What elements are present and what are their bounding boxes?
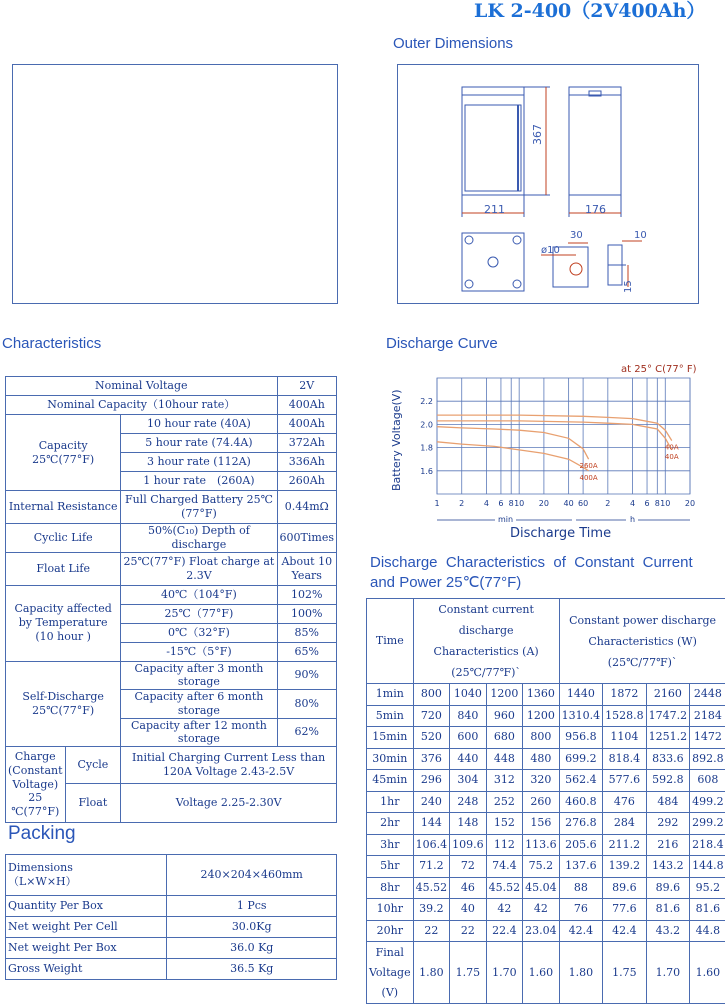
time-header: Time [367,599,414,684]
x-tick-label-h: 6 [644,499,649,508]
power-cell: 205.6 [559,834,603,856]
power-cell: 143.2 [646,856,690,878]
final-voltage-cell: 1.70 [646,942,690,1004]
power-cell: 2160 [646,684,690,706]
time-cell: 5min [367,705,414,727]
current-cell: 448 [486,748,523,770]
nominal-capacity-label: Nominal Capacity（10hour rate） [6,396,278,415]
power-cell: 956.8 [559,727,603,749]
self-discharge-label [6,661,121,747]
current-cell: 376 [413,748,450,770]
self-discharge-period: Capacity after 3 month storage [121,661,277,690]
float-life-label: Float Life [6,552,121,585]
power-cell: 299.2 [690,813,725,835]
current-cell: 440 [450,748,487,770]
current-cell: 152 [486,813,523,835]
current-cell: 296 [413,770,450,792]
power-cell: 218.4 [690,834,725,856]
y-tick-label: 1.6 [420,467,433,476]
time-cell: 20hr [367,920,414,942]
power-cell: 1104 [603,727,647,749]
discharge-curve-heading: Discharge Curve [386,335,498,352]
discharge-table-row [367,748,725,770]
x-tick-label-min: 10 [514,499,524,508]
current-cell: 260 [523,791,560,813]
packing-value: 36.5 Kg [167,959,337,980]
packing-value: 1 Pcs [167,896,337,917]
x-tick-label-min: 8 [509,499,514,508]
temperature-value: 85% [277,623,336,642]
x-tick-label-min: 1 [434,499,439,508]
characteristics-heading: Characteristics [2,335,101,352]
self-discharge-value: 62% [277,718,336,747]
power-cell: 1310.4 [559,705,603,727]
temperature-label: Capacity affected by Temperature (10 hour ) [6,585,121,661]
current-cell: 112 [486,834,523,856]
current-cell: 75.2 [523,856,560,878]
current-cell: 480 [523,748,560,770]
current-cell: 23.04 [523,920,560,942]
capacity-value: 336Ah [277,453,336,472]
current-cell: 800 [523,727,560,749]
current-cell: 40 [450,899,487,921]
discharge-table-row [367,791,725,813]
current-cell: 800 [413,684,450,706]
discharge-table-row [367,920,725,942]
dimension-drawing [398,65,698,303]
packing-label: Gross Weight [6,959,167,980]
cyclic-life-condition: 50%(C₁₀) Depth of discharge [121,524,277,553]
current-header-line: (25℃/77℉)` [416,662,557,683]
discharge-table-row [367,770,725,792]
x-tick-label-min: 40 [564,499,574,508]
outer-dimensions-box [397,64,699,304]
x-tick-label-min: 4 [484,499,489,508]
current-cell: 680 [486,727,523,749]
packing-label: Dimensions （L×W×H） [6,855,167,896]
terminal-10-dim: 10 [634,230,647,241]
current-cell: 720 [413,705,450,727]
y-tick-label: 1.8 [420,444,433,453]
time-cell: 45min [367,770,414,792]
current-cell: 1360 [523,684,560,706]
power-cell: 42.4 [559,920,603,942]
power-cell: 1528.8 [603,705,647,727]
current-cell: 240 [413,791,450,813]
internal-resistance-label: Internal Resistance [6,491,121,524]
discharge-table-row [367,856,725,878]
x-tick-label-min: 20 [539,499,549,508]
cyclic-life-value: 600Times [277,524,336,553]
discharge-table [366,598,725,1004]
internal-resistance-value: 0.44mΩ [277,491,336,524]
current-cell: 248 [450,791,487,813]
packing-heading: Packing [8,823,76,845]
current-cell: 144 [413,813,450,835]
current-cell: 320 [523,770,560,792]
discharge-table-heading [370,553,718,593]
power-cell: 76 [559,899,603,921]
current-header-line: Constant current discharge [416,599,557,641]
power-cell: 144.8 [690,856,725,878]
final-voltage-cell: 1.80 [413,942,450,1004]
temperature-condition: 40℃（104°F) [121,585,277,604]
power-cell: 592.8 [646,770,690,792]
power-cell: 2448 [690,684,725,706]
packing-label: Net weight Per Cell [6,917,167,938]
current-cell: 46 [450,877,487,899]
time-cell: 2hr [367,813,414,835]
current-cell: 304 [450,770,487,792]
capacity-value: 372Ah [277,434,336,453]
current-cell: 312 [486,770,523,792]
power-cell: 1472 [690,727,725,749]
x-axis-label: Discharge Time [510,526,611,541]
capacity-value: 400Ah [277,415,336,434]
final-voltage-cell: 1.60 [523,942,560,1004]
final-voltage-cell: 1.80 [559,942,603,1004]
power-cell: 216 [646,834,690,856]
current-cell: 106.4 [413,834,450,856]
series-label: 260A [580,462,598,470]
charge-float-label: Float [65,784,121,823]
power-cell: 476 [603,791,647,813]
discharge-table-row [367,813,725,835]
time-cell: 1min [367,684,414,706]
x-tick-label-min: 6 [498,499,503,508]
current-cell: 1200 [486,684,523,706]
current-cell: 42 [523,899,560,921]
self-discharge-value: 80% [277,690,336,719]
power-header-line: Characteristics (W) [562,631,724,652]
series-line [437,442,589,471]
current-cell: 74.4 [486,856,523,878]
power-cell: 818.4 [603,748,647,770]
power-header [559,599,725,684]
power-cell: 81.6 [646,899,690,921]
discharge-table-row [367,899,725,921]
series-label: 40A [665,453,679,461]
capacity-label [6,415,121,491]
time-cell: 10hr [367,899,414,921]
self-discharge-line2: 25℃(77°F) [32,704,94,717]
x-tick-label-h: 8 [655,499,660,508]
current-cell: 600 [450,727,487,749]
current-cell: 252 [486,791,523,813]
x-tick-label-h: 4 [630,499,635,508]
float-life-value: About 10 Years [277,552,336,585]
packing-value: 240×204×460mm [167,855,337,896]
power-cell: 42.4 [603,920,647,942]
power-cell: 139.2 [603,856,647,878]
power-cell: 484 [646,791,690,813]
series-label: 40A [665,444,679,452]
discharge-table-row [367,834,725,856]
final-voltage-cell: 1.75 [450,942,487,1004]
power-cell: 1251.2 [646,727,690,749]
final-voltage-cell: 1.70 [486,942,523,1004]
power-cell: 608 [690,770,725,792]
capacity-label-line2: 25℃(77°F) [32,453,94,466]
current-cell: 22 [450,920,487,942]
capacity-rate: 1 hour rate (260A) [121,472,277,491]
time-cell: 3hr [367,834,414,856]
current-cell: 113.6 [523,834,560,856]
charge-label: Charge (Constant Voltage) 25 ℃(77°F) [6,747,66,823]
y-tick-label: 2.0 [420,420,433,429]
float-life-condition: 25℃(77°F) Float charge at 2.3V [121,552,277,585]
power-cell: 43.2 [646,920,690,942]
terminal-30-dim: 30 [570,230,583,241]
current-cell: 22.4 [486,920,523,942]
packing-value: 30.0Kg [167,917,337,938]
min-label: min [498,515,513,524]
power-cell: 89.6 [603,877,647,899]
self-discharge-period: Capacity after 6 month storage [121,690,277,719]
terminal-diameter-dim: ø10 [541,245,560,256]
power-cell: 460.8 [559,791,603,813]
power-cell: 562.4 [559,770,603,792]
power-header-line: (25℃/77℉)` [562,652,724,673]
current-header [413,599,559,684]
x-tick-label-h: 20 [685,499,695,508]
depth-dim: 176 [585,203,606,216]
current-cell: 45.52 [486,877,523,899]
front-view [462,87,524,195]
current-cell: 960 [486,705,523,727]
final-voltage-cell: 1.75 [603,942,647,1004]
discharge-table-heading-line1: Discharge Characteristics of Constant Current [370,553,718,573]
capacity-rate: 5 hour rate (74.4A) [121,434,277,453]
internal-resistance-condition: Full Charged Battery 25℃ (77°F) [121,491,277,524]
discharge-table-heading-line2: and Power 25℃(77°F) [370,573,718,593]
packing-label: Quantity Per Box [6,896,167,917]
power-cell: 1872 [603,684,647,706]
power-cell: 499.2 [690,791,725,813]
nominal-capacity-value: 400Ah [277,396,336,415]
current-cell: 156 [523,813,560,835]
current-cell: 71.2 [413,856,450,878]
top-view [462,233,524,291]
packing-table [5,854,337,980]
power-cell: 1747.2 [646,705,690,727]
current-cell: 42 [486,899,523,921]
current-cell: 109.6 [450,834,487,856]
temperature-condition: 0℃（32°F) [121,623,277,642]
discharge-table-row [367,705,725,727]
terminal-15-dim: 15 [623,280,634,293]
capacity-rate: 10 hour rate (40A) [121,415,277,434]
time-cell: 1hr [367,791,414,813]
capacity-value: 260Ah [277,472,336,491]
nominal-voltage-value: 2V [277,377,336,396]
product-image-box [12,64,338,304]
y-tick-label: 2.2 [420,397,433,406]
power-cell: 211.2 [603,834,647,856]
current-cell: 840 [450,705,487,727]
power-cell: 44.8 [690,920,725,942]
power-cell: 577.6 [603,770,647,792]
temperature-condition: -15℃（5°F) [121,642,277,661]
current-cell: 45.04 [523,877,560,899]
discharge-curve-chart [380,356,710,546]
h-label: h [630,515,635,524]
power-cell: 2184 [690,705,725,727]
temperature-value: 102% [277,585,336,604]
cyclic-life-label: Cyclic Life [6,524,121,553]
self-discharge-value: 90% [277,661,336,690]
power-cell: 284 [603,813,647,835]
power-cell: 88 [559,877,603,899]
power-cell: 699.2 [559,748,603,770]
x-tick-label-h: 10 [660,499,670,508]
x-tick-label-h: 2 [605,499,610,508]
final-voltage-cell: 1.60 [690,942,725,1004]
current-header-line: Characteristics (A) [416,641,557,662]
time-cell: 15min [367,727,414,749]
temperature-value: 100% [277,604,336,623]
series-label: 400A [580,474,598,482]
time-cell: 5hr [367,856,414,878]
power-cell: 95.2 [690,877,725,899]
self-discharge-line1: Self-Discharge [22,690,104,703]
temp-note: at 25° C(77° F) [621,364,697,375]
packing-value: 36.0 Kg [167,938,337,959]
current-cell: 72 [450,856,487,878]
x-tick-label-min: 2 [459,499,464,508]
charge-float-value: Voltage 2.25-2.30V [121,784,337,823]
nominal-voltage-label: Nominal Voltage [6,377,278,396]
characteristics-table [5,376,337,823]
time-cell: 8hr [367,877,414,899]
time-cell: 30min [367,748,414,770]
power-cell: 1440 [559,684,603,706]
discharge-table-row [367,684,725,706]
discharge-table-row [367,727,725,749]
charge-cycle-label: Cycle [65,747,121,784]
power-cell: 77.6 [603,899,647,921]
charge-cycle-value: Initial Charging Current Less than 120A Voltage 2.43-2.5V [121,747,337,784]
current-cell: 1200 [523,705,560,727]
final-voltage-label: Final Voltage (V) [367,942,414,1004]
current-cell: 520 [413,727,450,749]
current-cell: 1040 [450,684,487,706]
self-discharge-period: Capacity after 12 month storage [121,718,277,747]
packing-label: Net weight Per Box [6,938,167,959]
power-cell: 81.6 [690,899,725,921]
product-title: LK 2-400（2V400Ah） [474,0,705,23]
discharge-table-row [367,877,725,899]
power-cell: 276.8 [559,813,603,835]
y-axis-label: Battery Voltage(V) [390,389,403,491]
capacity-rate: 3 hour rate (112A) [121,453,277,472]
power-cell: 89.6 [646,877,690,899]
power-header-line: Constant power discharge [562,610,724,631]
capacity-label-line1: Capacity [39,439,88,452]
width-dim: 211 [484,203,505,216]
height-dim: 367 [531,124,544,145]
power-cell: 137.6 [559,856,603,878]
temperature-value: 65% [277,642,336,661]
power-cell: 892.8 [690,748,725,770]
current-cell: 148 [450,813,487,835]
current-cell: 39.2 [413,899,450,921]
x-tick-label-min: 60 [578,499,588,508]
power-cell: 292 [646,813,690,835]
current-cell: 45.52 [413,877,450,899]
temperature-condition: 25℃（77°F) [121,604,277,623]
series-line [437,427,589,460]
side-view [569,87,621,195]
outer-dimensions-heading: Outer Dimensions [393,35,513,52]
plot-frame [437,378,690,494]
power-cell: 833.6 [646,748,690,770]
current-cell: 22 [413,920,450,942]
